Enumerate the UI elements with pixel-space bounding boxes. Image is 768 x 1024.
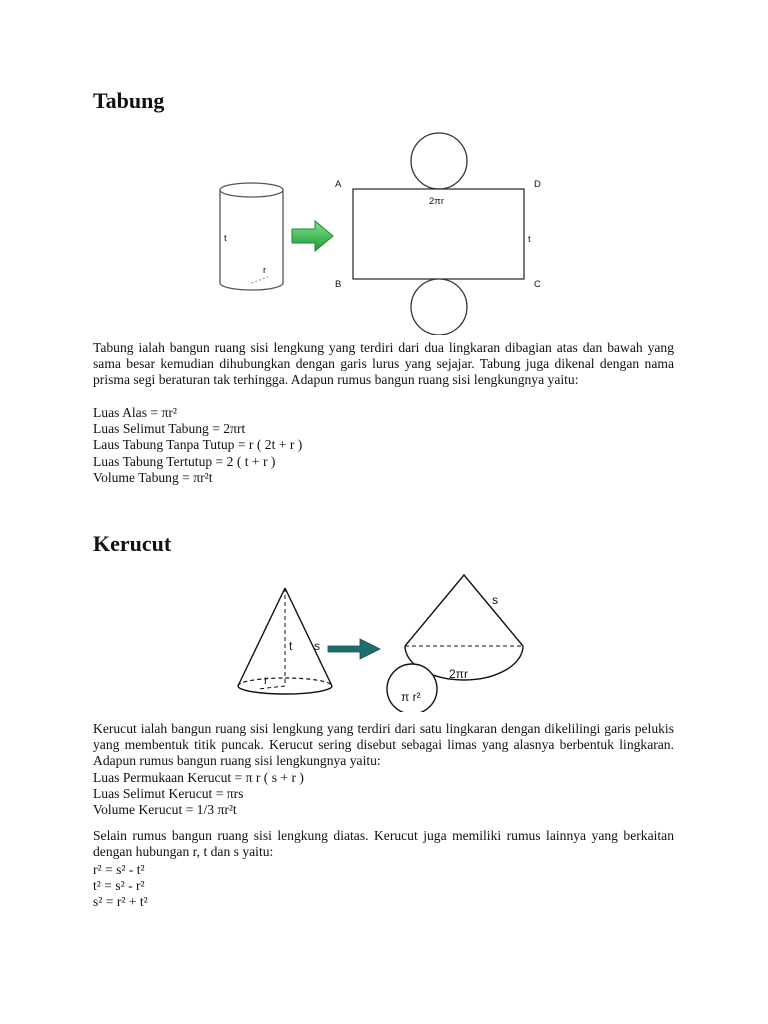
net-corner-d: D xyxy=(534,179,541,190)
kerucut-formula-list xyxy=(93,770,674,819)
net-corner-b: B xyxy=(335,279,342,290)
cylinder-net-diagram xyxy=(335,133,541,335)
cylinder-height-label: t xyxy=(224,233,227,244)
net-arc-label: 2πr xyxy=(449,667,468,681)
kerucut-description: Kerucut ialah bangun ruang sisi lengkung yang terdiri dari satu lingkaran dengan dikelilingi garis pelukis yang membentuk titik puncak. Kerucut sering disebut sebagai limas yang alasnya berbentuk lingkaran. Adapun rumus bangun ruang sisi lengkungnya yaitu: xyxy=(93,721,674,769)
tabung-figure xyxy=(210,125,570,335)
formula-volume-tabung: Volume Tabung = πr²t xyxy=(93,469,213,485)
cone-net-diagram xyxy=(387,575,523,712)
net-corner-a: A xyxy=(335,179,342,190)
kerucut-relation-list xyxy=(93,862,674,911)
formula-luas-alas: Luas Alas = πr² xyxy=(93,405,177,420)
kerucut-relation-intro: Selain rumus bangun ruang sisi lengkung diatas. Kerucut juga memiliki rumus lainnya yang berkaitan dengan hubungan r, t dan s yaitu: xyxy=(93,828,674,860)
cylinder-diagram xyxy=(220,183,283,290)
formula-luas-selimut-tabung: Luas Selimut Tabung = 2πrt xyxy=(93,421,246,437)
net-corner-c: C xyxy=(534,279,541,290)
green-arrow-icon xyxy=(292,221,333,251)
teal-arrow-icon xyxy=(328,639,380,659)
arrow-slant-label: s xyxy=(314,639,320,653)
formula-tabung-tanpa-tutup: Laus Tabung Tanpa Tutup = r ( 2t + r ) xyxy=(93,437,303,453)
tabung-heading: Tabung xyxy=(93,88,165,113)
cone-radius-label: r xyxy=(264,673,268,687)
relation-s-squared: s² = r² + t² xyxy=(93,894,148,910)
cylinder-radius-label: r xyxy=(263,265,267,276)
tabung-formula-list xyxy=(93,405,674,486)
tabung-description: Tabung ialah bangun ruang sisi lengkung yang terdiri dari dua lingkaran dibagian atas dan bawah yang sama besar kemudian dihubungkan dengan garis lurus yang sejajar. Tabung juga dikenal dengan nama prisma segi beraturan tak terhingga. Adapun rumus bangun ruang sisi lengkungnya yaitu: xyxy=(93,340,674,388)
net-height-label: t xyxy=(528,234,531,245)
relation-t-squared: t² = s² - r² xyxy=(93,878,145,894)
formula-tabung-tertutup: Luas Tabung Tertutup = 2 ( t + r ) xyxy=(93,453,276,469)
net-base-area-label: π r² xyxy=(401,690,421,704)
kerucut-heading: Kerucut xyxy=(93,531,172,556)
net-circumference-label: 2πr xyxy=(429,196,445,207)
formula-luas-selimut-kerucut: Luas Selimut Kerucut = πrs xyxy=(93,786,244,802)
relation-r-squared: r² = s² - t² xyxy=(93,862,145,877)
formula-volume-kerucut: Volume Kerucut = 1/3 πr²t xyxy=(93,802,237,818)
net-slant-label: s xyxy=(492,593,498,607)
formula-luas-permukaan-kerucut: Luas Permukaan Kerucut = π r ( s + r ) xyxy=(93,770,304,785)
kerucut-figure xyxy=(230,568,540,712)
cone-height-label: t xyxy=(289,639,293,653)
